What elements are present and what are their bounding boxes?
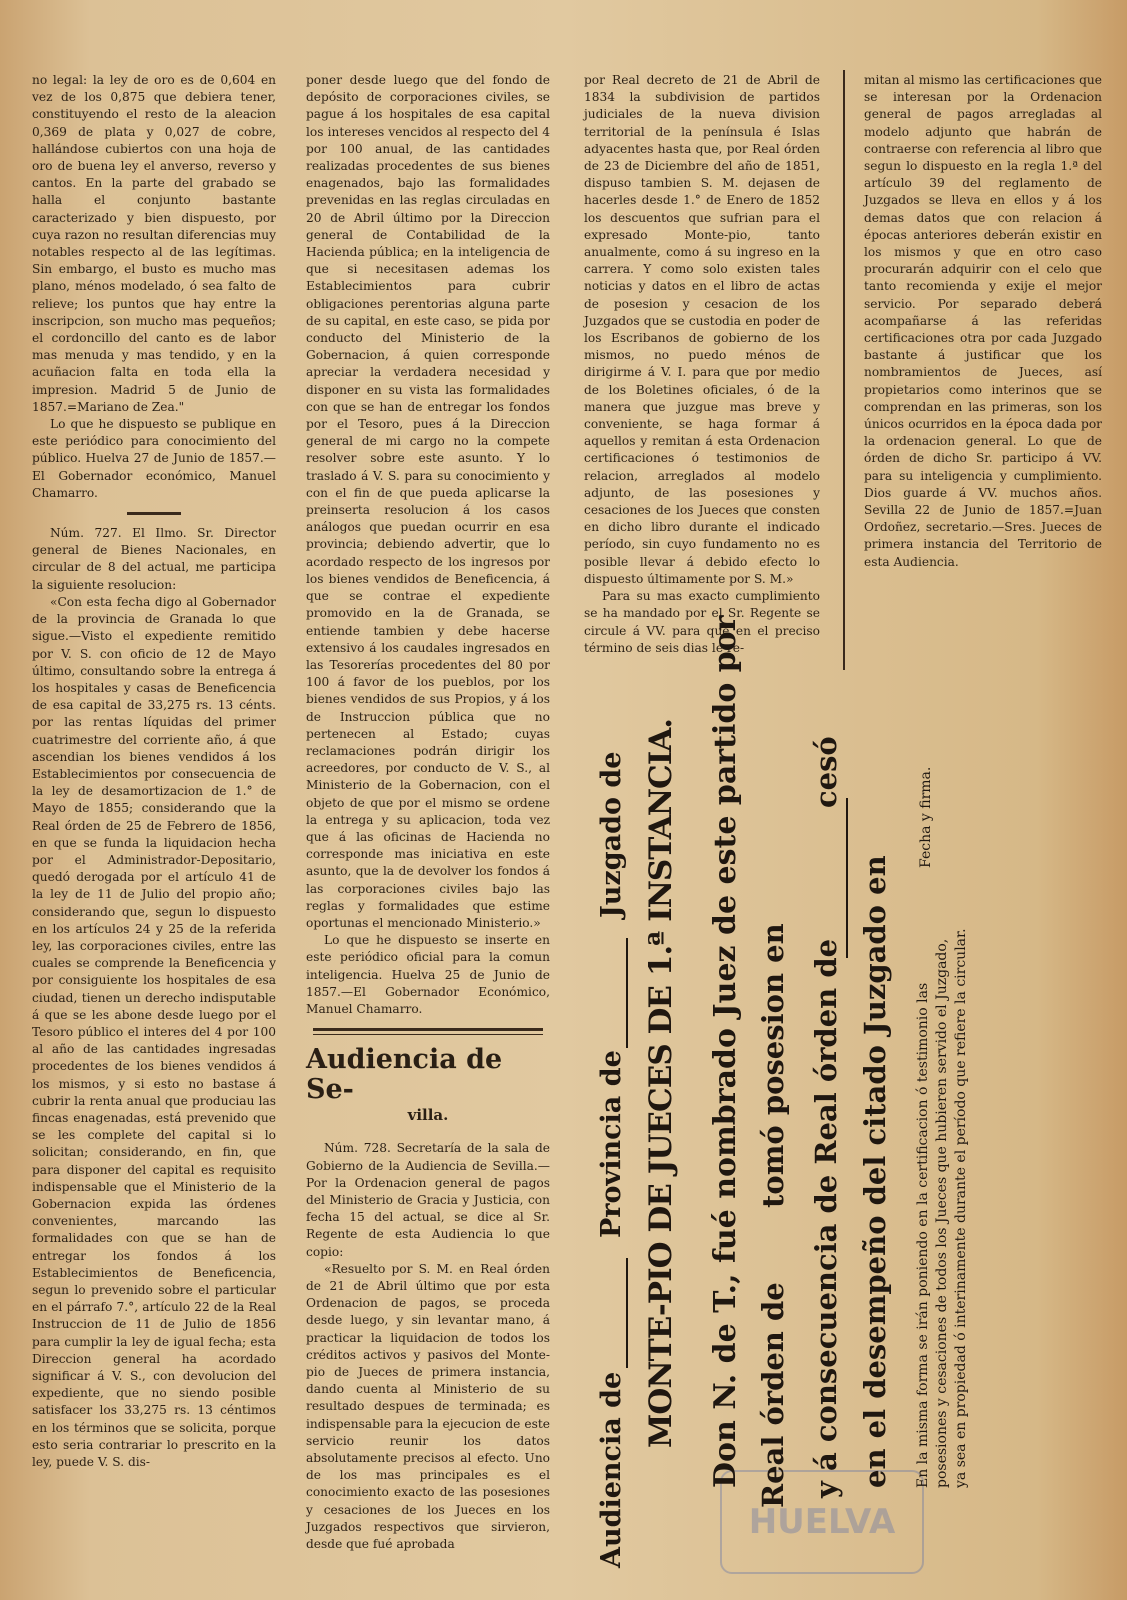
form-signature-label: Fecha y firma.: [918, 766, 934, 868]
form-line: Don N. de T., fué nombrado Juez de este partido por: [708, 615, 743, 1488]
form-line-part: Real órden de: [756, 1282, 790, 1508]
paragraph: mitan al mismo las certificaciones que se interesan por la Ordenacion general de pagos arregladas al modelo adjunto que habrán de contraerse con referencia al libro que segun lo dispuesto en la regla 1.ª del artículo 39 del reglamento de Juzgados se lleva en ellos y á los demas datos que con relacion á épocas anteriores deberán existir en los mismos y que en otro caso procurarán adquirir con el celo que tanto recomienda y exije el mejor servicio. Por separado deberá acompañarse á las referidas certificaciones otra por cada Juzgado bastante á justificar que los nombramientos de Jueces, así propietarios como interinos que se comprendan en las primeras, son los únicos ocurridos en la época dada por la ordenacion general. Lo que de órden de dicho Sr. participo á VV. para su inteligencia y cumplimiento. Dios guarde á VV. muchos años. Sevilla 22 de Junio de 1857.=Juan Ordoñez, secretario.—Sres. Jueces de primera instancia del Territorio de esta Audiencia.: [864, 73, 1102, 569]
form-audiencia-label: Audiencia de: [596, 1371, 627, 1568]
form-line-part: cesó: [809, 736, 843, 808]
paragraph: «Con esta fecha digo al Gobernador de la provincia de Granada lo que sigue.—Visto el expediente remitido por V. S. con oficio de 12 de Mayo último, consultando sobre la entrega á los hospitales y casas de Beneficencia de esa capital de 33,275 rs. 13 cénts. por las rentas líquidas del primer cuatrimestre del corriente año, á que ascendian los bienes vendidos á los Establecimientos por consecuencia de la ley de desamortizacion de 1.° de Mayo de 1855; considerando que la Real órden de 25 de Febrero de 1856, en que se funda la liquidacion hecha por el Administrador-Depositario, quedó derogada por el artículo 41 de la ley de 11 de Julio del propio año; considerando que, segun lo dispuesto en los artículos 24 y 25 de la referida ley, las corporaciones civiles, entre las cuales se comprende la Beneficencia y por consiguiente los hospitales de esa ciudad, tienen un derecho indisputable á que se les abone desde luego por el Tesoro público el interes del 4 por 100 al año de las cantidades ingresadas procedentes de los bienes vendidos á los mismos, y si esto no bastase á cubrir la renta anual que produciau las fincas enagenadas, está prevenido que se les complete del capital si lo solicitan; considerando, en fin, que para disponer del capital es requisito indispensable que el Ministerio de la Gobernacion expida las órdenes convenientes, marcando las formalidades con que se han de entregar los fondos á los Establecimientos de Beneficencia, segun lo prevenido sobre el particular en el párrafo 7.°, artículo 22 de la Real Instruccion de 11 de Julio de 1856 para cumplir la ley de igual fecha; esta Direccion general ha acordado significar á V. S., con devolucion del expediente, que no siendo posible satisfacer los 33,275 rs. 13 céntimos en los términos que se solicita, porque esto seria contrariar lo prescrito en la ley, puede V. S. dis-: [32, 594, 276, 1470]
form-note: En la misma forma se irán poniendo en la certificacion ó testimonio las posesiones y cesaciones de todos los Jueces que hubieren servido el Juzgado, ya sea en propiedad ó interinamente durante el período que refiere la circular.: [915, 928, 969, 1488]
paragraph: Núm. 728. Secretaría de la sala de Gobierno de la Audiencia de Sevilla.—Por la Ordenacion general de pagos del Ministerio de Gracia y Justicia, con fecha 15 del actual, se dice al Sr. Regente de esta Audiencia lo que copio:: [306, 1141, 550, 1259]
paragraph: Lo que he dispuesto se inserte en este periódico oficial para la comun inteligencia. Huelva 25 de Junio de 1857.—El Gobernador Económico, Manuel Chamarro.: [306, 933, 550, 1016]
column-1: [32, 72, 276, 1471]
section-title-continued: villa.: [407, 1106, 449, 1125]
column-4: [864, 72, 1102, 571]
form-provincia-label: Provincia de: [596, 1050, 627, 1238]
paragraph: por Real decreto de 21 de Abril de 1834 la subdivision de partidos judiciales de la nueva division territorial de la península é Islas adyacentes hasta que, por Real órden de 23 de Diciembre del año de 1851, dispuso tambien S. M. dejasen de hacerles desde 1.° de Enero de 1852 los descuentos que sufrian para el expresado Monte-pio, tanto anualmente, como á su ingreso en la carrera. Y como solo existen tales noticias y datos en el libro de actas de posesion y cesacion de los Juzgados que se custodia en poder de los Escribanos de gobierno de los mismos, no puedo ménos de dirigirme á V. I. para que por medio de los Boletines oficiales, ó de la manera que juzgue mas breve y conveniente, se haga formar á aquellos y remitan á esta Ordenacion certificaciones ó testimonios de relacion, arreglados al modelo adjunto, de las posesiones y cesaciones de los Jueces que consten en dicho libro durante el indicado período, sin cuyo fundamento no es posible llevar á debido efecto lo dispuesto últimamente por S. M.»: [584, 73, 820, 586]
form-line-part: y á consecuencia de Real órden de: [809, 938, 843, 1498]
library-stamp-icon: HUELVA: [720, 1470, 924, 1574]
paragraph: no legal: la ley de oro es de 0,604 en vez de los 0,875 que debiera tener, constituyendo el resto de la aleacion 0,369 de plata y 0,027 de cobre, hallándose cubiertos con una hoja de oro de buena ley el anverso, reverso y cantos. En la parte del grabado se halla el conjunto bastante caracterizado y bien dispuesto, por cuya razon no resultan diferencias muy notables respecto al de las legítimas. Sin embargo, el busto es mucho mas plano, ménos modelado, ó sea falto de relieve; los puntos que hay entre la inscripcion, son mucho mas pequeños; el cordoncillo del canto es de labor mas menuda y mas tendido, y en la acuñacion falta en toda ella la impresion. Madrid 5 de Junio de 1857.=Mariano de Zea.": [32, 73, 276, 414]
column-2: [306, 72, 550, 1553]
paragraph: poner desde luego que del fondo de depósito de corporaciones civiles, se pague á los hospitales de esa capital los intereses vencidos al respecto del 4 por 100 anual, de las cantidades realizadas procedentes de sus bienes enagenados, bajo las formalidades prevenidas en las reglas circuladas en 20 de Abril último por la Direccion general de Contabilidad de la Hacienda pública; en la inteligencia de que si necesitasen ademas los Establecimientos para cubrir obligaciones perentorias alguna parte de su capital, en este caso, se pida por conducto del Ministerio de la Gobernacion, á quien corresponde apreciar la verdadera necesidad y disponer en su vista las formalidades con que se han de entregar los fondos por el Tesoro, pues á la Direccion general de mi cargo no la compete resolver sobre este asunto. Y lo traslado á V. S. para su conocimiento y con el fin de que pueda aplicarse la preinserta resolucion á los casos análogos que puedan ocurrir en esa provincia; debiendo advertir, que lo acordado respecto de los ingresos por los bienes vendidos de Beneficencia, á que se contrae el expediente promovido en la de Granada, se entiende tambien y debe hacerse extensivo á los caudales ingresados en las Tesorerías procedentes del 80 por 100 á favor de los pueblos, por los bienes vendidos de sus Propios, y á los de Instruccion pública que no pertenecen al Estado; cuyas reclamaciones podrán dirigir los acreedores, por conducto de V. S., al Ministerio de la Gobernacion, con el objeto de que por el mismo se ordene la entrega y su aplicacion, toda vez que á las oficinas de Hacienda no corresponde mas iniciativa en este asunto, que la de devolver los fondos á las corporaciones civiles bajo las reglas y formalidades que estime oportunas el mencionado Ministerio.»: [306, 73, 550, 930]
paragraph: Para su mas exacto cumplimiento se ha mandado por el Sr. Regente se circule á VV. para que en el preciso término de seis dias le re-: [584, 589, 820, 655]
separator-rule: [127, 512, 181, 515]
form-juzgado-label: Juzgado de: [596, 751, 627, 918]
paragraph: «Resuelto por S. M. en Real órden de 21 de Abril último que por esta Ordenacion de pagos, se proceda desde luego, y sin levantar mano, á practicar la liquidacion de todos los créditos activos y pasivos del Monte-pio de Jueces de primera instancia, dando cuenta al Ministerio de su resultado despues de terminada; es indispensable para la ejecucion de este servicio reunir los datos absolutamente precisos al efecto. Uno de los mas principales es el conocimiento exacto de las posesiones y cesaciones de los Jueces en los Juzgados respectivos que sirvieron, desde que fué aprobada: [306, 1261, 550, 1552]
column-3: [584, 72, 820, 657]
form-line-part: tomó posesion en: [756, 923, 790, 1208]
paragraph: Núm. 727. El Ilmo. Sr. Director general de Bienes Nacionales, en circular de 8 del actual, me participa la siguiente resolucion:: [32, 526, 276, 592]
blank-line: [626, 938, 628, 1048]
form-title: MONTE-PIO DE JUECES DE 1.ª INSTANCIA.: [643, 718, 679, 1448]
paragraph: Lo que he dispuesto se publique en este periódico para conocimiento del público. Huelva 27 de Junio de 1857.—El Gobernador económico, Manuel Chamarro.: [32, 417, 276, 500]
separator-rule: [313, 1028, 543, 1035]
blank-line: [846, 798, 848, 958]
form-line: en el desempeño del citado Juzgado en: [858, 855, 892, 1488]
form-line: [809, 736, 843, 1498]
section-title: Audiencia de Se-: [306, 1044, 503, 1106]
form-line: [756, 923, 790, 1508]
column-divider: [843, 70, 845, 670]
blank-line: [626, 1258, 628, 1368]
